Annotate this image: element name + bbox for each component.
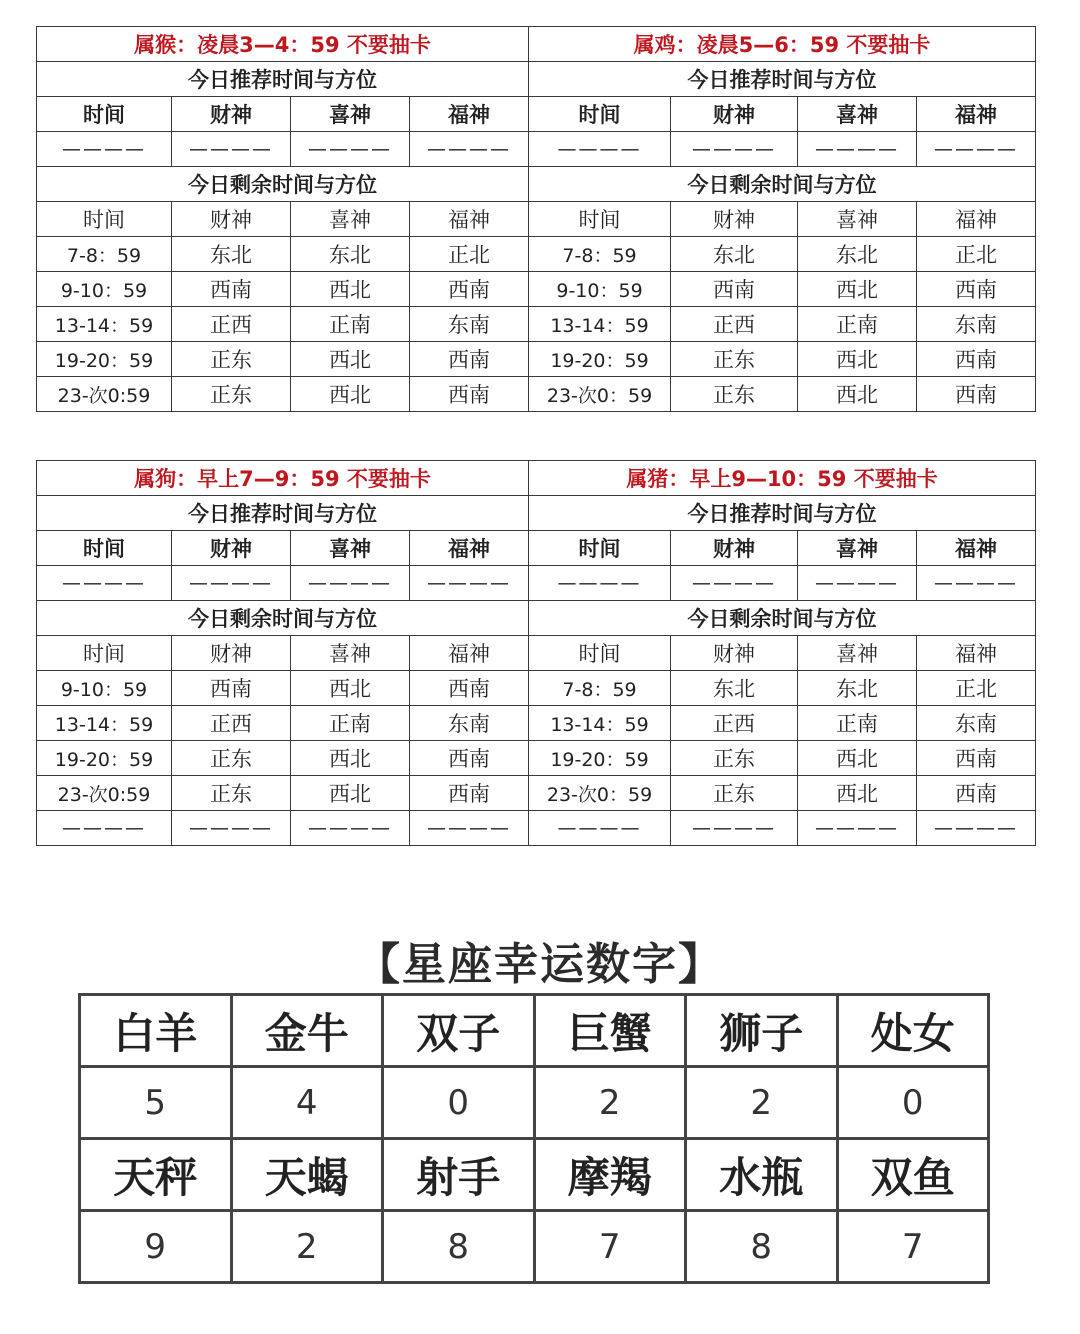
empty-cell: ———— xyxy=(291,811,410,846)
time-cell: 19-20：59 xyxy=(37,342,172,377)
table-row xyxy=(37,237,1036,272)
header-joy-god: 喜神 xyxy=(798,202,917,237)
empty-cell: ———— xyxy=(529,132,671,167)
direction-cell: 西北 xyxy=(291,776,410,811)
direction-cell: 东北 xyxy=(798,671,917,706)
header-wealth-god: 财神 xyxy=(671,97,798,132)
section-title-pig: 属猪：早上9—10：59 不要抽卡 xyxy=(529,461,1036,496)
recommend-title: 今日推荐时间与方位 xyxy=(529,62,1036,97)
time-cell: 9-10：59 xyxy=(529,272,671,307)
header-fortune-god: 福神 xyxy=(410,531,529,566)
header-time: 时间 xyxy=(37,636,172,671)
direction-cell: 西南 xyxy=(917,377,1036,412)
zodiac-sign: 射手 xyxy=(383,1139,535,1211)
empty-cell: ———— xyxy=(917,132,1036,167)
direction-cell: 正西 xyxy=(172,706,291,741)
time-cell: 7-8：59 xyxy=(529,237,671,272)
direction-cell: 东北 xyxy=(172,237,291,272)
direction-cell: 正南 xyxy=(798,307,917,342)
direction-cell: 东南 xyxy=(917,307,1036,342)
header-time: 时间 xyxy=(529,531,671,566)
table-row xyxy=(80,995,989,1067)
direction-cell: 西南 xyxy=(917,272,1036,307)
schedule-table-dog-pig xyxy=(36,460,1035,846)
direction-cell: 西南 xyxy=(172,671,291,706)
direction-cell: 西南 xyxy=(410,272,529,307)
recommend-title: 今日推荐时间与方位 xyxy=(529,496,1036,531)
direction-cell: 西北 xyxy=(798,741,917,776)
empty-cell: ———— xyxy=(410,811,529,846)
time-cell: 7-8：59 xyxy=(529,671,671,706)
zodiac-sign: 双子 xyxy=(383,995,535,1067)
empty-cell: ———— xyxy=(671,132,798,167)
empty-cell: ———— xyxy=(410,132,529,167)
empty-cell: ———— xyxy=(671,566,798,601)
lucky-number: 0 xyxy=(383,1067,535,1139)
header-fortune-god: 福神 xyxy=(917,202,1036,237)
section-title-dog: 属狗：早上7—9：59 不要抽卡 xyxy=(37,461,529,496)
lucky-number: 9 xyxy=(80,1211,232,1283)
header-time: 时间 xyxy=(529,636,671,671)
empty-cell: ———— xyxy=(410,566,529,601)
time-cell: 19-20：59 xyxy=(529,741,671,776)
zodiac-sign: 天秤 xyxy=(80,1139,232,1211)
direction-cell: 西南 xyxy=(671,272,798,307)
direction-cell: 西北 xyxy=(291,671,410,706)
time-cell: 13-14：59 xyxy=(529,706,671,741)
direction-cell: 东南 xyxy=(410,706,529,741)
table-row xyxy=(37,272,1036,307)
empty-cell: ———— xyxy=(37,811,172,846)
section-title-monkey: 属猴：凌晨3—4：59 不要抽卡 xyxy=(37,27,529,62)
recommend-title: 今日推荐时间与方位 xyxy=(37,62,529,97)
empty-cell: ———— xyxy=(798,566,917,601)
table-row xyxy=(80,1139,989,1211)
empty-cell: ———— xyxy=(798,132,917,167)
table-row xyxy=(80,1211,989,1283)
header-time: 时间 xyxy=(529,202,671,237)
direction-cell: 东北 xyxy=(671,671,798,706)
remaining-title: 今日剩余时间与方位 xyxy=(37,167,529,202)
time-cell: 23-次0:59 xyxy=(37,377,172,412)
lucky-numbers-title: 【星座幸运数字】 xyxy=(356,939,724,990)
lucky-number: 5 xyxy=(80,1067,232,1139)
header-joy-god: 喜神 xyxy=(291,636,410,671)
header-fortune-god: 福神 xyxy=(917,636,1036,671)
empty-cell: ———— xyxy=(37,566,172,601)
lucky-number: 8 xyxy=(383,1211,535,1283)
direction-cell: 正西 xyxy=(172,307,291,342)
empty-cell: ———— xyxy=(291,566,410,601)
header-joy-god: 喜神 xyxy=(291,531,410,566)
lucky-number: 2 xyxy=(534,1067,686,1139)
lucky-number: 7 xyxy=(837,1211,989,1283)
time-cell: 13-14：59 xyxy=(37,307,172,342)
direction-cell: 正东 xyxy=(172,377,291,412)
zodiac-sign: 白羊 xyxy=(80,995,232,1067)
lucky-number: 8 xyxy=(686,1211,838,1283)
lucky-number: 0 xyxy=(837,1067,989,1139)
lucky-number: 7 xyxy=(534,1211,686,1283)
time-cell: 9-10：59 xyxy=(37,671,172,706)
direction-cell: 西北 xyxy=(291,272,410,307)
header-wealth-god: 财神 xyxy=(172,636,291,671)
time-cell: 13-14：59 xyxy=(529,307,671,342)
header-joy-god: 喜神 xyxy=(798,531,917,566)
empty-cell: ———— xyxy=(529,566,671,601)
remaining-title: 今日剩余时间与方位 xyxy=(37,601,529,636)
direction-cell: 正东 xyxy=(172,776,291,811)
direction-cell: 东北 xyxy=(671,237,798,272)
table-row xyxy=(80,1067,989,1139)
time-cell: 7-8：59 xyxy=(37,237,172,272)
direction-cell: 正南 xyxy=(291,307,410,342)
header-wealth-god: 财神 xyxy=(172,97,291,132)
empty-cell: ———— xyxy=(917,566,1036,601)
lucky-number: 2 xyxy=(231,1211,383,1283)
section-title-rooster: 属鸡：凌晨5—6：59 不要抽卡 xyxy=(529,27,1036,62)
direction-cell: 西北 xyxy=(798,776,917,811)
header-joy-god: 喜神 xyxy=(798,97,917,132)
lucky-number: 2 xyxy=(686,1067,838,1139)
direction-cell: 正东 xyxy=(671,342,798,377)
header-fortune-god: 福神 xyxy=(410,636,529,671)
direction-cell: 正东 xyxy=(172,741,291,776)
direction-cell: 正西 xyxy=(671,706,798,741)
schedule-table-monkey-rooster xyxy=(36,26,1035,412)
direction-cell: 正西 xyxy=(671,307,798,342)
direction-cell: 西北 xyxy=(291,377,410,412)
direction-cell: 西北 xyxy=(798,342,917,377)
zodiac-sign: 金牛 xyxy=(231,995,383,1067)
lucky-number: 4 xyxy=(231,1067,383,1139)
direction-cell: 正北 xyxy=(917,671,1036,706)
empty-cell: ———— xyxy=(671,811,798,846)
lucky-numbers-table xyxy=(78,993,990,1284)
zodiac-sign: 水瓶 xyxy=(686,1139,838,1211)
direction-cell: 正北 xyxy=(410,237,529,272)
direction-cell: 西北 xyxy=(798,272,917,307)
direction-cell: 西南 xyxy=(410,776,529,811)
time-cell: 13-14：59 xyxy=(37,706,172,741)
header-fortune-god: 福神 xyxy=(410,202,529,237)
empty-cell: ———— xyxy=(37,132,172,167)
header-joy-god: 喜神 xyxy=(291,202,410,237)
header-wealth-god: 财神 xyxy=(671,531,798,566)
remaining-title: 今日剩余时间与方位 xyxy=(529,167,1036,202)
table-row xyxy=(37,776,1036,811)
direction-cell: 西南 xyxy=(410,342,529,377)
zodiac-sign: 天蝎 xyxy=(231,1139,383,1211)
zodiac-sign: 巨蟹 xyxy=(534,995,686,1067)
time-cell: 19-20：59 xyxy=(37,741,172,776)
header-wealth-god: 财神 xyxy=(671,202,798,237)
header-fortune-god: 福神 xyxy=(410,97,529,132)
direction-cell: 正东 xyxy=(671,776,798,811)
direction-cell: 西北 xyxy=(798,377,917,412)
direction-cell: 东南 xyxy=(410,307,529,342)
direction-cell: 正东 xyxy=(671,741,798,776)
time-cell: 19-20：59 xyxy=(529,342,671,377)
header-wealth-god: 财神 xyxy=(671,636,798,671)
empty-cell: ———— xyxy=(529,811,671,846)
header-wealth-god: 财神 xyxy=(172,202,291,237)
table-row xyxy=(37,377,1036,412)
remaining-title: 今日剩余时间与方位 xyxy=(529,601,1036,636)
empty-cell: ———— xyxy=(172,566,291,601)
table-row xyxy=(37,342,1036,377)
direction-cell: 正北 xyxy=(917,237,1036,272)
direction-cell: 西南 xyxy=(410,377,529,412)
direction-cell: 西南 xyxy=(410,671,529,706)
time-cell: 23-次0：59 xyxy=(529,776,671,811)
direction-cell: 西南 xyxy=(917,342,1036,377)
empty-cell: ———— xyxy=(291,132,410,167)
header-time: 时间 xyxy=(37,202,172,237)
empty-cell: ———— xyxy=(172,132,291,167)
header-time: 时间 xyxy=(37,97,172,132)
direction-cell: 东北 xyxy=(291,237,410,272)
header-time: 时间 xyxy=(529,97,671,132)
table-row xyxy=(37,741,1036,776)
direction-cell: 西南 xyxy=(410,741,529,776)
header-joy-god: 喜神 xyxy=(291,97,410,132)
direction-cell: 东南 xyxy=(917,706,1036,741)
recommend-title: 今日推荐时间与方位 xyxy=(37,496,529,531)
table-row xyxy=(37,706,1036,741)
header-wealth-god: 财神 xyxy=(172,531,291,566)
zodiac-sign: 处女 xyxy=(837,995,989,1067)
direction-cell: 西南 xyxy=(172,272,291,307)
direction-cell: 西南 xyxy=(917,776,1036,811)
direction-cell: 正东 xyxy=(172,342,291,377)
direction-cell: 西北 xyxy=(291,342,410,377)
header-fortune-god: 福神 xyxy=(917,531,1036,566)
time-cell: 23-次0：59 xyxy=(529,377,671,412)
table-row xyxy=(37,307,1036,342)
direction-cell: 西南 xyxy=(917,741,1036,776)
empty-cell: ———— xyxy=(172,811,291,846)
table-row xyxy=(37,671,1036,706)
zodiac-sign: 狮子 xyxy=(686,995,838,1067)
direction-cell: 西北 xyxy=(291,741,410,776)
zodiac-sign: 双鱼 xyxy=(837,1139,989,1211)
time-cell: 9-10：59 xyxy=(37,272,172,307)
direction-cell: 东北 xyxy=(798,237,917,272)
header-joy-god: 喜神 xyxy=(798,636,917,671)
time-cell: 23-次0:59 xyxy=(37,776,172,811)
zodiac-sign: 摩羯 xyxy=(534,1139,686,1211)
empty-cell: ———— xyxy=(798,811,917,846)
direction-cell: 正南 xyxy=(291,706,410,741)
table-row xyxy=(37,811,1036,846)
direction-cell: 正东 xyxy=(671,377,798,412)
header-time: 时间 xyxy=(37,531,172,566)
header-fortune-god: 福神 xyxy=(917,97,1036,132)
empty-cell: ———— xyxy=(917,811,1036,846)
direction-cell: 正南 xyxy=(798,706,917,741)
